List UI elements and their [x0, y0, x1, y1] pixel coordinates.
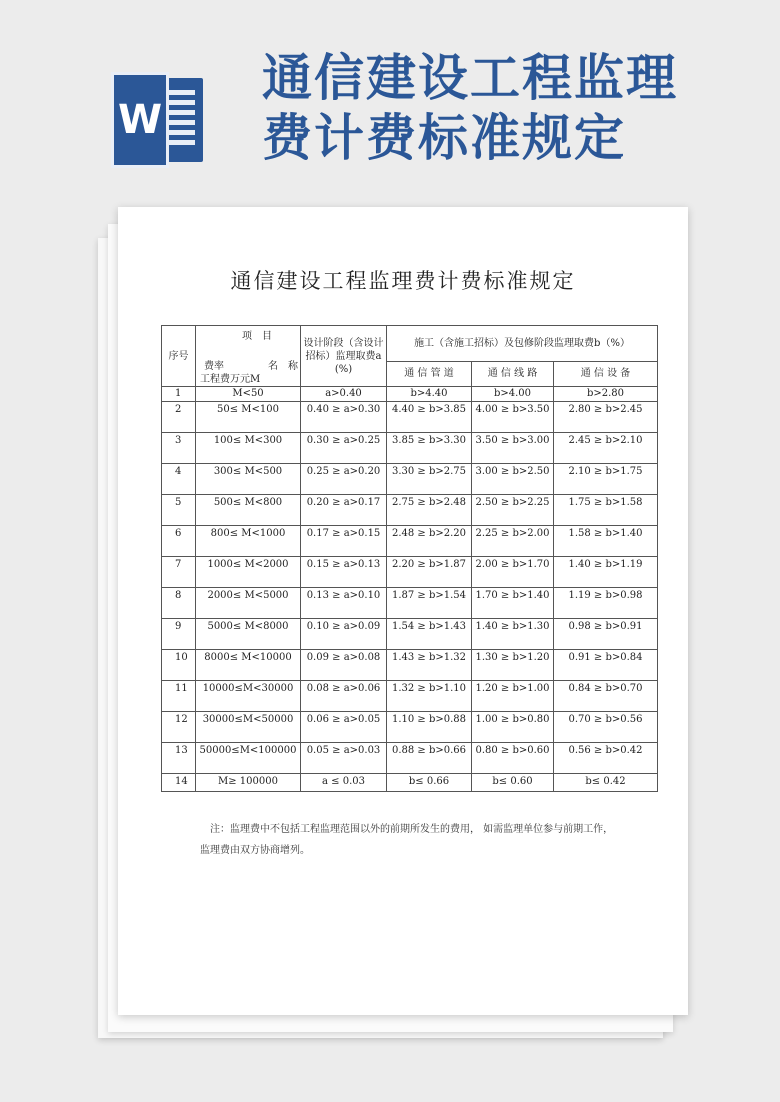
table-row	[162, 402, 658, 433]
cell-seq: 8	[162, 588, 196, 619]
cell-pipe-rate: 0.88 ≥ b>0.66	[387, 743, 472, 774]
table-row	[162, 743, 658, 774]
cell-line-rate: 3.00 ≥ b>2.50	[472, 464, 554, 495]
cell-pipe-rate: 1.87 ≥ b>1.54	[387, 588, 472, 619]
cell-design-rate: 0.06 ≥ a>0.05	[301, 712, 387, 743]
cell-cost-range: 5000≤ M<8000	[196, 619, 301, 650]
cell-cost-range: M≥ 100000	[196, 774, 301, 792]
cell-equip-rate: 2.80 ≥ b>2.45	[554, 402, 658, 433]
cell-pipe-rate: 2.75 ≥ b>2.48	[387, 495, 472, 526]
cell-cost-range: M<50	[196, 387, 301, 402]
cell-design-rate: 0.10 ≥ a>0.09	[301, 619, 387, 650]
page-title-line-1: 通信建设工程监理	[262, 49, 678, 107]
cell-cost-range: 1000≤ M<2000	[196, 557, 301, 588]
cell-line-rate: 1.00 ≥ b>0.80	[472, 712, 554, 743]
cell-equip-rate: 0.70 ≥ b>0.56	[554, 712, 658, 743]
cell-equip-rate: 2.10 ≥ b>1.75	[554, 464, 658, 495]
cell-cost-range: 30000≤M<50000	[196, 712, 301, 743]
cell-design-rate: a ≤ 0.03	[301, 774, 387, 792]
cell-equip-rate: 0.98 ≥ b>0.91	[554, 619, 658, 650]
header-item-bottom: 工程费万元M	[200, 374, 261, 385]
cell-equip-rate: 1.58 ≥ b>1.40	[554, 526, 658, 557]
cell-cost-range: 800≤ M<1000	[196, 526, 301, 557]
cell-equip-rate: b≤ 0.42	[554, 774, 658, 792]
cell-equip-rate: 0.84 ≥ b>0.70	[554, 681, 658, 712]
cell-seq: 10	[162, 650, 196, 681]
word-icon: W	[111, 72, 169, 168]
cell-line-rate: 2.00 ≥ b>1.70	[472, 557, 554, 588]
cell-pipe-rate: b≤ 0.66	[387, 774, 472, 792]
cell-seq: 1	[162, 387, 196, 402]
cell-line-rate: 2.50 ≥ b>2.25	[472, 495, 554, 526]
header-design: 设计阶段（含设计招标）监理取费a(%)	[301, 326, 387, 387]
cell-seq: 3	[162, 433, 196, 464]
cell-seq: 13	[162, 743, 196, 774]
cell-cost-range: 500≤ M<800	[196, 495, 301, 526]
cell-equip-rate: 1.75 ≥ b>1.58	[554, 495, 658, 526]
cell-pipe-rate: 3.30 ≥ b>2.75	[387, 464, 472, 495]
cell-cost-range: 8000≤ M<10000	[196, 650, 301, 681]
cell-pipe-rate: 1.32 ≥ b>1.10	[387, 681, 472, 712]
cell-pipe-rate: 1.43 ≥ b>1.32	[387, 650, 472, 681]
header-item	[196, 326, 301, 387]
fee-table	[161, 325, 658, 792]
cell-line-rate: 1.20 ≥ b>1.00	[472, 681, 554, 712]
cell-cost-range: 100≤ M<300	[196, 433, 301, 464]
cell-pipe-rate: 2.20 ≥ b>1.87	[387, 557, 472, 588]
cell-line-rate: 2.25 ≥ b>2.00	[472, 526, 554, 557]
header-seq: 序号	[162, 326, 196, 387]
cell-design-rate: 0.40 ≥ a>0.30	[301, 402, 387, 433]
page-title	[262, 48, 762, 168]
table-header-row	[162, 326, 658, 362]
cell-equip-rate: 1.40 ≥ b>1.19	[554, 557, 658, 588]
cell-line-rate: 0.80 ≥ b>0.60	[472, 743, 554, 774]
cell-pipe-rate: 3.85 ≥ b>3.30	[387, 433, 472, 464]
cell-cost-range: 50000≤M<100000	[196, 743, 301, 774]
cell-seq: 4	[162, 464, 196, 495]
document-title: 通信建设工程监理费计费标准规定	[230, 269, 576, 293]
cell-cost-range: 2000≤ M<5000	[196, 588, 301, 619]
cell-pipe-rate: 1.54 ≥ b>1.43	[387, 619, 472, 650]
cell-pipe-rate: 1.10 ≥ b>0.88	[387, 712, 472, 743]
cell-seq: 11	[162, 681, 196, 712]
cell-line-rate: 1.40 ≥ b>1.30	[472, 619, 554, 650]
cell-design-rate: 0.15 ≥ a>0.13	[301, 557, 387, 588]
table-row	[162, 433, 658, 464]
cell-equip-rate: 1.19 ≥ b>0.98	[554, 588, 658, 619]
cell-design-rate: 0.30 ≥ a>0.25	[301, 433, 387, 464]
note-line-1: 注：监理费中不包括工程监理范围以外的前期所发生的费用， 如需监理单位参与前期工作，	[210, 824, 614, 835]
cell-seq: 12	[162, 712, 196, 743]
table-row	[162, 495, 658, 526]
cell-seq: 7	[162, 557, 196, 588]
cell-line-rate: 3.50 ≥ b>3.00	[472, 433, 554, 464]
cell-seq: 2	[162, 402, 196, 433]
cell-design-rate: 0.17 ≥ a>0.15	[301, 526, 387, 557]
table-row	[162, 712, 658, 743]
cell-design-rate: 0.25 ≥ a>0.20	[301, 464, 387, 495]
cell-line-rate: 4.00 ≥ b>3.50	[472, 402, 554, 433]
cell-line-rate: b>4.00	[472, 387, 554, 402]
cell-line-rate: b≤ 0.60	[472, 774, 554, 792]
subheader-pipe: 通 信 管 道	[387, 361, 472, 386]
table-row	[162, 526, 658, 557]
cell-cost-range: 50≤ M<100	[196, 402, 301, 433]
cell-design-rate: 0.09 ≥ a>0.08	[301, 650, 387, 681]
cell-seq: 9	[162, 619, 196, 650]
table-row	[162, 774, 658, 792]
cell-equip-rate: 0.56 ≥ b>0.42	[554, 743, 658, 774]
header-item-top: 项 目	[242, 331, 272, 342]
subheader-line: 通 信 线 路	[472, 361, 554, 386]
cell-seq: 14	[162, 774, 196, 792]
cell-design-rate: 0.13 ≥ a>0.10	[301, 588, 387, 619]
table-row	[162, 650, 658, 681]
cell-pipe-rate: 4.40 ≥ b>3.85	[387, 402, 472, 433]
table-row	[162, 387, 658, 402]
note-line-2: 监理费由双方协商增列。	[200, 845, 310, 856]
header-item-right: 名 称	[268, 361, 298, 372]
document-page	[118, 207, 688, 1015]
cell-line-rate: 1.30 ≥ b>1.20	[472, 650, 554, 681]
cell-equip-rate: 0.91 ≥ b>0.84	[554, 650, 658, 681]
header-item-left: 费率	[204, 361, 224, 372]
table-row	[162, 681, 658, 712]
cell-pipe-rate: 2.48 ≥ b>2.20	[387, 526, 472, 557]
table-row	[162, 464, 658, 495]
word-logo	[111, 72, 207, 168]
cell-equip-rate: 2.45 ≥ b>2.10	[554, 433, 658, 464]
header-construction: 施工（含施工招标）及包修阶段监理取费b（%）	[387, 326, 658, 362]
subheader-equip: 通 信 设 备	[554, 361, 658, 386]
table-row	[162, 557, 658, 588]
cell-cost-range: 300≤ M<500	[196, 464, 301, 495]
cell-seq: 6	[162, 526, 196, 557]
cell-line-rate: 1.70 ≥ b>1.40	[472, 588, 554, 619]
cell-design-rate: 0.05 ≥ a>0.03	[301, 743, 387, 774]
cell-pipe-rate: b>4.40	[387, 387, 472, 402]
cell-cost-range: 10000≤M<30000	[196, 681, 301, 712]
table-row	[162, 588, 658, 619]
page-title-line-2: 费计费标准规定	[262, 109, 626, 167]
table-row	[162, 619, 658, 650]
cell-design-rate: 0.08 ≥ a>0.06	[301, 681, 387, 712]
cell-design-rate: a>0.40	[301, 387, 387, 402]
cell-seq: 5	[162, 495, 196, 526]
cell-equip-rate: b>2.80	[554, 387, 658, 402]
cell-design-rate: 0.20 ≥ a>0.17	[301, 495, 387, 526]
